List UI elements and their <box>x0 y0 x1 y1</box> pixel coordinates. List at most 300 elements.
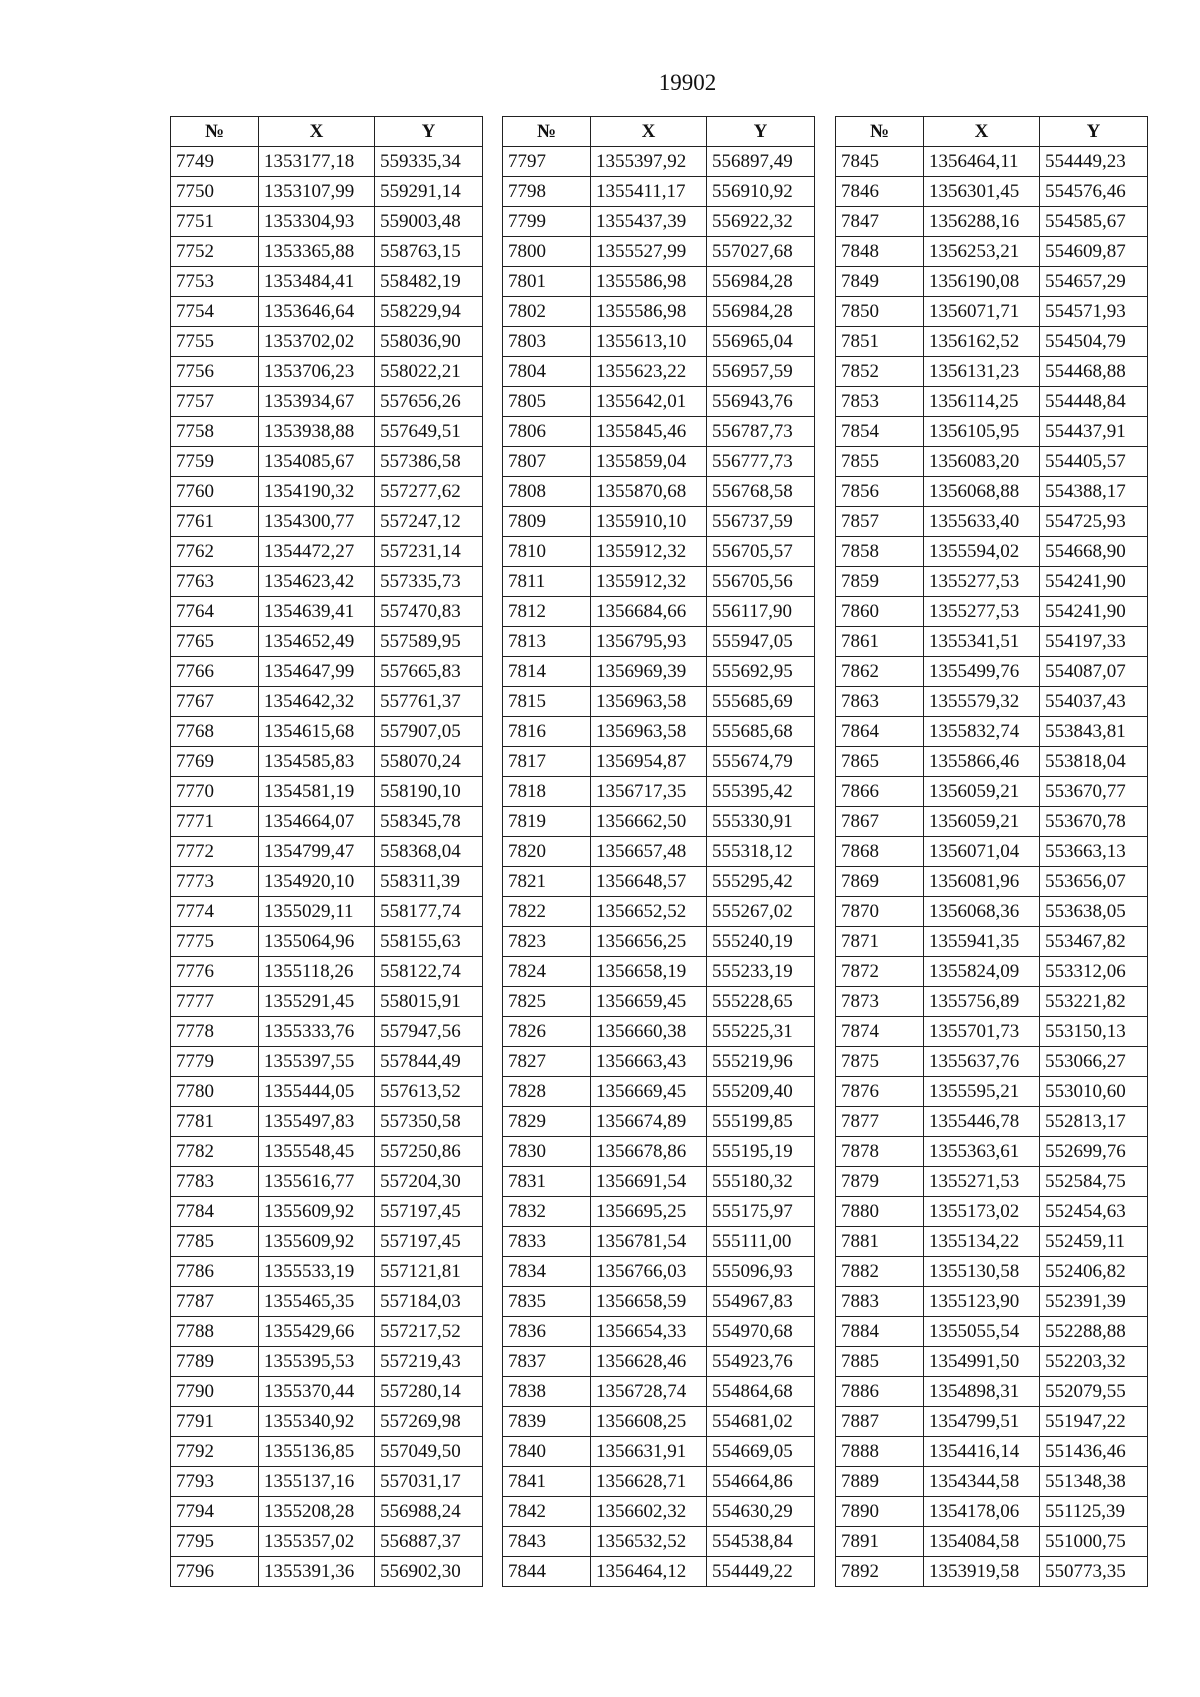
y-coordinate-cell: 557197,45 <box>375 1197 483 1227</box>
y-coordinate-cell: 557656,26 <box>375 387 483 417</box>
table-row <box>171 717 483 747</box>
point-number-cell: 7773 <box>171 867 259 897</box>
x-coordinate-cell: 1356728,74 <box>591 1377 707 1407</box>
x-coordinate-cell: 1356608,25 <box>591 1407 707 1437</box>
table-row <box>171 507 483 537</box>
y-coordinate-cell: 556777,73 <box>707 447 815 477</box>
point-number-cell: 7881 <box>836 1227 924 1257</box>
x-coordinate-cell: 1356717,35 <box>591 777 707 807</box>
point-number-cell: 7875 <box>836 1047 924 1077</box>
header-number: № <box>836 117 924 147</box>
table-row <box>836 1077 1148 1107</box>
y-coordinate-cell: 552699,76 <box>1040 1137 1148 1167</box>
y-coordinate-cell: 553150,13 <box>1040 1017 1148 1047</box>
point-number-cell: 7805 <box>503 387 591 417</box>
table-row <box>503 1197 815 1227</box>
x-coordinate-cell: 1355118,26 <box>259 957 375 987</box>
x-coordinate-cell: 1354991,50 <box>924 1347 1040 1377</box>
y-coordinate-cell: 555233,19 <box>707 957 815 987</box>
point-number-cell: 7882 <box>836 1257 924 1287</box>
y-coordinate-cell: 558070,24 <box>375 747 483 777</box>
y-coordinate-cell: 556965,04 <box>707 327 815 357</box>
x-coordinate-cell: 1355548,45 <box>259 1137 375 1167</box>
x-coordinate-cell: 1355845,46 <box>591 417 707 447</box>
table-row <box>503 687 815 717</box>
y-coordinate-cell: 557613,52 <box>375 1077 483 1107</box>
table-row <box>836 1257 1148 1287</box>
table-row <box>836 1317 1148 1347</box>
table-row <box>503 297 815 327</box>
table-row <box>171 1317 483 1347</box>
y-coordinate-cell: 553312,06 <box>1040 957 1148 987</box>
point-number-cell: 7860 <box>836 597 924 627</box>
point-number-cell: 7864 <box>836 717 924 747</box>
x-coordinate-cell: 1355595,21 <box>924 1077 1040 1107</box>
y-coordinate-cell: 555219,96 <box>707 1047 815 1077</box>
y-coordinate-cell: 552203,32 <box>1040 1347 1148 1377</box>
x-coordinate-cell: 1355586,98 <box>591 297 707 327</box>
x-coordinate-cell: 1355370,44 <box>259 1377 375 1407</box>
y-coordinate-cell: 557031,17 <box>375 1467 483 1497</box>
y-coordinate-cell: 555240,19 <box>707 927 815 957</box>
table-row <box>171 1407 483 1437</box>
x-coordinate-cell: 1355208,28 <box>259 1497 375 1527</box>
table-row <box>171 297 483 327</box>
point-number-cell: 7834 <box>503 1257 591 1287</box>
x-coordinate-cell: 1353484,41 <box>259 267 375 297</box>
table-row <box>171 1017 483 1047</box>
x-coordinate-cell: 1356059,21 <box>924 777 1040 807</box>
point-number-cell: 7829 <box>503 1107 591 1137</box>
point-number-cell: 7833 <box>503 1227 591 1257</box>
point-number-cell: 7757 <box>171 387 259 417</box>
y-coordinate-cell: 556737,59 <box>707 507 815 537</box>
point-number-cell: 7791 <box>171 1407 259 1437</box>
y-coordinate-cell: 557204,30 <box>375 1167 483 1197</box>
y-coordinate-cell: 553221,82 <box>1040 987 1148 1017</box>
point-number-cell: 7830 <box>503 1137 591 1167</box>
x-coordinate-cell: 1356969,39 <box>591 657 707 687</box>
point-number-cell: 7844 <box>503 1557 591 1587</box>
table-row <box>836 417 1148 447</box>
point-number-cell: 7879 <box>836 1167 924 1197</box>
point-number-cell: 7850 <box>836 297 924 327</box>
x-coordinate-cell: 1354920,10 <box>259 867 375 897</box>
point-number-cell: 7766 <box>171 657 259 687</box>
table-row <box>836 1557 1148 1587</box>
point-number-cell: 7759 <box>171 447 259 477</box>
point-number-cell: 7837 <box>503 1347 591 1377</box>
y-coordinate-cell: 557250,86 <box>375 1137 483 1167</box>
table-row <box>171 1527 483 1557</box>
x-coordinate-cell: 1354623,42 <box>259 567 375 597</box>
y-coordinate-cell: 551000,75 <box>1040 1527 1148 1557</box>
point-number-cell: 7823 <box>503 927 591 957</box>
y-coordinate-cell: 553843,81 <box>1040 717 1148 747</box>
point-number-cell: 7886 <box>836 1377 924 1407</box>
point-number-cell: 7771 <box>171 807 259 837</box>
x-coordinate-cell: 1353938,88 <box>259 417 375 447</box>
y-coordinate-cell: 557761,37 <box>375 687 483 717</box>
point-number-cell: 7840 <box>503 1437 591 1467</box>
table-row <box>503 357 815 387</box>
x-coordinate-cell: 1356071,71 <box>924 297 1040 327</box>
y-coordinate-cell: 554449,23 <box>1040 147 1148 177</box>
point-number-cell: 7806 <box>503 417 591 447</box>
y-coordinate-cell: 554725,93 <box>1040 507 1148 537</box>
y-coordinate-cell: 551947,22 <box>1040 1407 1148 1437</box>
x-coordinate-cell: 1354898,31 <box>924 1377 1040 1407</box>
x-coordinate-cell: 1353107,99 <box>259 177 375 207</box>
y-coordinate-cell: 554923,76 <box>707 1347 815 1377</box>
x-coordinate-cell: 1354190,32 <box>259 477 375 507</box>
y-coordinate-cell: 555318,12 <box>707 837 815 867</box>
table-row <box>836 1347 1148 1377</box>
y-coordinate-cell: 557217,52 <box>375 1317 483 1347</box>
x-coordinate-cell: 1354472,27 <box>259 537 375 567</box>
x-coordinate-cell: 1354664,07 <box>259 807 375 837</box>
x-coordinate-cell: 1355395,53 <box>259 1347 375 1377</box>
point-number-cell: 7752 <box>171 237 259 267</box>
y-coordinate-cell: 554241,90 <box>1040 597 1148 627</box>
point-number-cell: 7884 <box>836 1317 924 1347</box>
table-row <box>171 1077 483 1107</box>
point-number-cell: 7854 <box>836 417 924 447</box>
y-coordinate-cell: 559335,34 <box>375 147 483 177</box>
table-row <box>171 327 483 357</box>
table-row <box>171 1497 483 1527</box>
point-number-cell: 7809 <box>503 507 591 537</box>
x-coordinate-cell: 1354585,83 <box>259 747 375 777</box>
x-coordinate-cell: 1355136,85 <box>259 1437 375 1467</box>
y-coordinate-cell: 555175,97 <box>707 1197 815 1227</box>
table-row <box>836 147 1148 177</box>
x-coordinate-cell: 1354615,68 <box>259 717 375 747</box>
point-number-cell: 7749 <box>171 147 259 177</box>
x-coordinate-cell: 1356083,20 <box>924 447 1040 477</box>
y-coordinate-cell: 558036,90 <box>375 327 483 357</box>
point-number-cell: 7785 <box>171 1227 259 1257</box>
y-coordinate-cell: 558482,19 <box>375 267 483 297</box>
point-number-cell: 7821 <box>503 867 591 897</box>
table-row <box>171 177 483 207</box>
x-coordinate-cell: 1355277,53 <box>924 567 1040 597</box>
table-row <box>171 147 483 177</box>
table-row <box>171 1557 483 1587</box>
point-number-cell: 7795 <box>171 1527 259 1557</box>
point-number-cell: 7807 <box>503 447 591 477</box>
x-coordinate-cell: 1355340,92 <box>259 1407 375 1437</box>
point-number-cell: 7845 <box>836 147 924 177</box>
y-coordinate-cell: 556705,57 <box>707 537 815 567</box>
table-row <box>836 537 1148 567</box>
y-coordinate-cell: 556705,56 <box>707 567 815 597</box>
table-row <box>171 897 483 927</box>
table-header-row <box>836 117 1148 147</box>
x-coordinate-cell: 1356678,86 <box>591 1137 707 1167</box>
point-number-cell: 7787 <box>171 1287 259 1317</box>
table-row <box>171 1287 483 1317</box>
point-number-cell: 7891 <box>836 1527 924 1557</box>
y-coordinate-cell: 557907,05 <box>375 717 483 747</box>
x-coordinate-cell: 1353919,58 <box>924 1557 1040 1587</box>
y-coordinate-cell: 553818,04 <box>1040 747 1148 777</box>
y-coordinate-cell: 552459,11 <box>1040 1227 1148 1257</box>
table-row <box>503 327 815 357</box>
x-coordinate-cell: 1356658,19 <box>591 957 707 987</box>
x-coordinate-cell: 1355616,77 <box>259 1167 375 1197</box>
table-row <box>836 387 1148 417</box>
x-coordinate-cell: 1355055,54 <box>924 1317 1040 1347</box>
point-number-cell: 7867 <box>836 807 924 837</box>
table-row <box>171 867 483 897</box>
table-row <box>503 927 815 957</box>
y-coordinate-cell: 555096,93 <box>707 1257 815 1287</box>
table-row <box>836 1047 1148 1077</box>
table-row <box>171 477 483 507</box>
table-row <box>836 747 1148 777</box>
table-row <box>503 627 815 657</box>
point-number-cell: 7790 <box>171 1377 259 1407</box>
table-header-row <box>503 117 815 147</box>
point-number-cell: 7883 <box>836 1287 924 1317</box>
page-number: 19902 <box>658 70 717 95</box>
point-number-cell: 7820 <box>503 837 591 867</box>
point-number-cell: 7835 <box>503 1287 591 1317</box>
table-row <box>836 957 1148 987</box>
point-number-cell: 7838 <box>503 1377 591 1407</box>
y-coordinate-cell: 556984,28 <box>707 267 815 297</box>
x-coordinate-cell: 1356253,21 <box>924 237 1040 267</box>
table-row <box>503 1557 815 1587</box>
table-row <box>836 1377 1148 1407</box>
point-number-cell: 7770 <box>171 777 259 807</box>
y-coordinate-cell: 554681,02 <box>707 1407 815 1437</box>
point-number-cell: 7892 <box>836 1557 924 1587</box>
table-row <box>171 1437 483 1467</box>
y-coordinate-cell: 555199,85 <box>707 1107 815 1137</box>
x-coordinate-cell: 1353706,23 <box>259 357 375 387</box>
x-coordinate-cell: 1354085,67 <box>259 447 375 477</box>
point-number-cell: 7874 <box>836 1017 924 1047</box>
table-row <box>171 1107 483 1137</box>
y-coordinate-cell: 556897,49 <box>707 147 815 177</box>
y-coordinate-cell: 558190,10 <box>375 777 483 807</box>
point-number-cell: 7784 <box>171 1197 259 1227</box>
y-coordinate-cell: 558345,78 <box>375 807 483 837</box>
y-coordinate-cell: 557386,58 <box>375 447 483 477</box>
table-row <box>503 1377 815 1407</box>
x-coordinate-cell: 1353934,67 <box>259 387 375 417</box>
table-row <box>503 1257 815 1287</box>
y-coordinate-cell: 556887,37 <box>375 1527 483 1557</box>
point-number-cell: 7878 <box>836 1137 924 1167</box>
table-header-row <box>171 117 483 147</box>
point-number-cell: 7781 <box>171 1107 259 1137</box>
point-number-cell: 7760 <box>171 477 259 507</box>
y-coordinate-cell: 557844,49 <box>375 1047 483 1077</box>
table-row <box>836 777 1148 807</box>
x-coordinate-cell: 1355465,35 <box>259 1287 375 1317</box>
point-number-cell: 7825 <box>503 987 591 1017</box>
point-number-cell: 7839 <box>503 1407 591 1437</box>
y-coordinate-cell: 557197,45 <box>375 1227 483 1257</box>
y-coordinate-cell: 556984,28 <box>707 297 815 327</box>
table-row <box>503 177 815 207</box>
x-coordinate-cell: 1355291,45 <box>259 987 375 1017</box>
header-number: № <box>171 117 259 147</box>
point-number-cell: 7866 <box>836 777 924 807</box>
x-coordinate-cell: 1354581,19 <box>259 777 375 807</box>
x-coordinate-cell: 1356059,21 <box>924 807 1040 837</box>
header-x: X <box>924 117 1040 147</box>
x-coordinate-cell: 1356068,36 <box>924 897 1040 927</box>
table-row <box>171 267 483 297</box>
point-number-cell: 7797 <box>503 147 591 177</box>
point-number-cell: 7831 <box>503 1167 591 1197</box>
header-number: № <box>503 117 591 147</box>
point-number-cell: 7876 <box>836 1077 924 1107</box>
point-number-cell: 7890 <box>836 1497 924 1527</box>
table-row <box>171 927 483 957</box>
y-coordinate-cell: 555685,69 <box>707 687 815 717</box>
x-coordinate-cell: 1356663,43 <box>591 1047 707 1077</box>
table-row <box>503 477 815 507</box>
point-number-cell: 7799 <box>503 207 591 237</box>
point-number-cell: 7880 <box>836 1197 924 1227</box>
x-coordinate-cell: 1355341,51 <box>924 627 1040 657</box>
point-number-cell: 7856 <box>836 477 924 507</box>
y-coordinate-cell: 554504,79 <box>1040 327 1148 357</box>
y-coordinate-cell: 555180,32 <box>707 1167 815 1197</box>
table-row <box>836 357 1148 387</box>
table-row <box>503 1467 815 1497</box>
x-coordinate-cell: 1355941,35 <box>924 927 1040 957</box>
table-row <box>836 297 1148 327</box>
point-number-cell: 7800 <box>503 237 591 267</box>
table-row <box>171 1197 483 1227</box>
y-coordinate-cell: 557280,14 <box>375 1377 483 1407</box>
point-number-cell: 7889 <box>836 1467 924 1497</box>
y-coordinate-cell: 557121,81 <box>375 1257 483 1287</box>
y-coordinate-cell: 558229,94 <box>375 297 483 327</box>
y-coordinate-cell: 557649,51 <box>375 417 483 447</box>
table-row <box>171 627 483 657</box>
point-number-cell: 7751 <box>171 207 259 237</box>
table-row <box>836 987 1148 1017</box>
y-coordinate-cell: 556768,58 <box>707 477 815 507</box>
y-coordinate-cell: 556943,76 <box>707 387 815 417</box>
table-row <box>171 747 483 777</box>
x-coordinate-cell: 1355277,53 <box>924 597 1040 627</box>
table-row <box>503 1227 815 1257</box>
table-row <box>836 897 1148 927</box>
y-coordinate-cell: 554197,33 <box>1040 627 1148 657</box>
header-y: Y <box>375 117 483 147</box>
point-number-cell: 7788 <box>171 1317 259 1347</box>
table-row <box>503 837 815 867</box>
x-coordinate-cell: 1355701,73 <box>924 1017 1040 1047</box>
y-coordinate-cell: 555395,42 <box>707 777 815 807</box>
x-coordinate-cell: 1355623,22 <box>591 357 707 387</box>
y-coordinate-cell: 558311,39 <box>375 867 483 897</box>
y-coordinate-cell: 557231,14 <box>375 537 483 567</box>
y-coordinate-cell: 559291,14 <box>375 177 483 207</box>
y-coordinate-cell: 554037,43 <box>1040 687 1148 717</box>
table-row <box>503 657 815 687</box>
point-number-cell: 7783 <box>171 1167 259 1197</box>
table-row <box>171 417 483 447</box>
point-number-cell: 7804 <box>503 357 591 387</box>
table-row <box>503 447 815 477</box>
y-coordinate-cell: 554468,88 <box>1040 357 1148 387</box>
table-row <box>503 987 815 1017</box>
y-coordinate-cell: 554609,87 <box>1040 237 1148 267</box>
table-row <box>171 657 483 687</box>
x-coordinate-cell: 1355594,02 <box>924 537 1040 567</box>
x-coordinate-cell: 1354639,41 <box>259 597 375 627</box>
x-coordinate-cell: 1355397,55 <box>259 1047 375 1077</box>
table-row <box>836 597 1148 627</box>
table-row <box>836 177 1148 207</box>
point-number-cell: 7762 <box>171 537 259 567</box>
y-coordinate-cell: 554585,67 <box>1040 207 1148 237</box>
y-coordinate-cell: 550773,35 <box>1040 1557 1148 1587</box>
x-coordinate-cell: 1353646,64 <box>259 297 375 327</box>
x-coordinate-cell: 1355499,76 <box>924 657 1040 687</box>
y-coordinate-cell: 553670,77 <box>1040 777 1148 807</box>
table-row <box>836 1107 1148 1137</box>
x-coordinate-cell: 1356659,45 <box>591 987 707 1017</box>
x-coordinate-cell: 1355391,36 <box>259 1557 375 1587</box>
point-number-cell: 7865 <box>836 747 924 777</box>
y-coordinate-cell: 552288,88 <box>1040 1317 1148 1347</box>
point-number-cell: 7761 <box>171 507 259 537</box>
x-coordinate-cell: 1356658,59 <box>591 1287 707 1317</box>
header-y: Y <box>1040 117 1148 147</box>
y-coordinate-cell: 555947,05 <box>707 627 815 657</box>
table-row <box>503 537 815 567</box>
x-coordinate-cell: 1356662,50 <box>591 807 707 837</box>
table-row <box>171 807 483 837</box>
table-row <box>171 447 483 477</box>
y-coordinate-cell: 554576,46 <box>1040 177 1148 207</box>
point-number-cell: 7861 <box>836 627 924 657</box>
x-coordinate-cell: 1356652,52 <box>591 897 707 927</box>
x-coordinate-cell: 1355866,46 <box>924 747 1040 777</box>
y-coordinate-cell: 554664,86 <box>707 1467 815 1497</box>
point-number-cell: 7859 <box>836 567 924 597</box>
x-coordinate-cell: 1355912,32 <box>591 537 707 567</box>
y-coordinate-cell: 552813,17 <box>1040 1107 1148 1137</box>
x-coordinate-cell: 1356602,32 <box>591 1497 707 1527</box>
point-number-cell: 7813 <box>503 627 591 657</box>
x-coordinate-cell: 1355130,58 <box>924 1257 1040 1287</box>
x-coordinate-cell: 1356695,25 <box>591 1197 707 1227</box>
x-coordinate-cell: 1355137,16 <box>259 1467 375 1497</box>
point-number-cell: 7843 <box>503 1527 591 1557</box>
point-number-cell: 7841 <box>503 1467 591 1497</box>
x-coordinate-cell: 1355633,40 <box>924 507 1040 537</box>
x-coordinate-cell: 1356963,58 <box>591 717 707 747</box>
table-row <box>503 717 815 747</box>
table-row <box>503 1047 815 1077</box>
y-coordinate-cell: 556988,24 <box>375 1497 483 1527</box>
y-coordinate-cell: 554449,22 <box>707 1557 815 1587</box>
table-row <box>503 597 815 627</box>
x-coordinate-cell: 1355859,04 <box>591 447 707 477</box>
point-number-cell: 7779 <box>171 1047 259 1077</box>
